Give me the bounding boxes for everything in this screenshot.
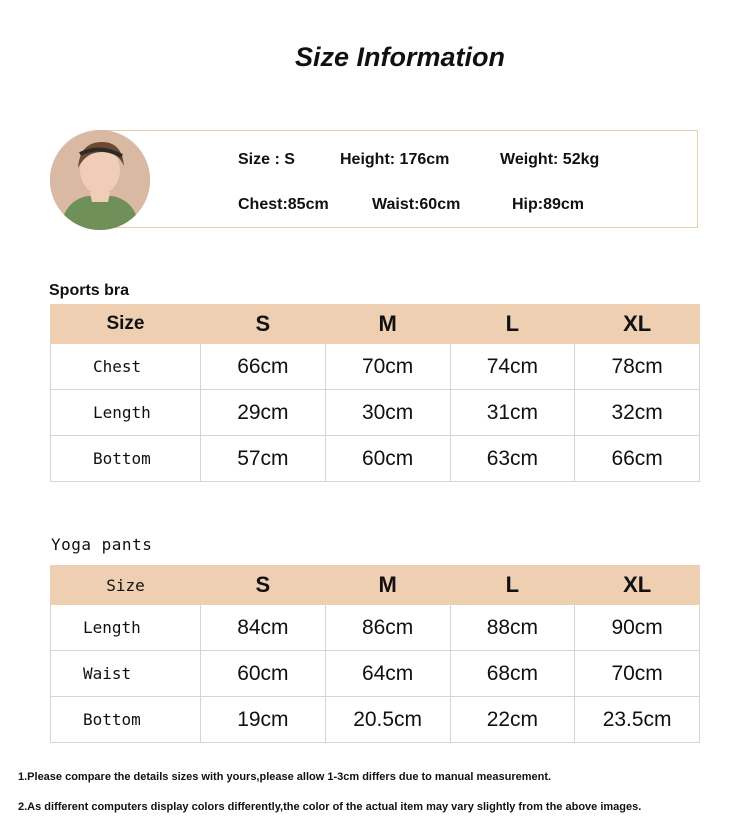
table-cell: 22cm	[450, 697, 575, 743]
row-label: Bottom	[51, 697, 201, 743]
note-measurement: 1.Please compare the details sizes with yours,please allow 1-3cm differs due to manual measurement.	[18, 771, 552, 783]
table-cell: 20.5cm	[325, 697, 450, 743]
header-cell: XL	[575, 566, 700, 605]
table-cell: 86cm	[325, 605, 450, 651]
table-cell: 88cm	[450, 605, 575, 651]
table-cell: 64cm	[325, 651, 450, 697]
header-cell: XL	[575, 305, 700, 344]
table-cell: 90cm	[575, 605, 700, 651]
model-photo-icon	[50, 130, 150, 230]
table-cell: 19cm	[201, 697, 326, 743]
table-cell: 70cm	[575, 651, 700, 697]
table-row	[51, 697, 700, 743]
model-waist: Waist:60cm	[372, 196, 461, 213]
table-cell: 66cm	[575, 436, 700, 482]
table-cell: 32cm	[575, 390, 700, 436]
header-cell: Size	[51, 566, 201, 605]
header-cell: S	[201, 566, 326, 605]
row-label: Waist	[51, 651, 201, 697]
header-cell: S	[201, 305, 326, 344]
header-cell: Size	[51, 305, 201, 344]
table-header-row	[51, 566, 700, 605]
model-size: Size : S	[238, 151, 295, 168]
table-cell: 23.5cm	[575, 697, 700, 743]
sports-bra-title: Sports bra	[49, 282, 130, 299]
table-cell: 60cm	[325, 436, 450, 482]
table-row	[51, 605, 700, 651]
row-label: Chest	[51, 344, 201, 390]
table-row	[51, 344, 700, 390]
sports-bra-table	[50, 304, 700, 482]
header-cell: M	[325, 566, 450, 605]
table-cell: 63cm	[450, 436, 575, 482]
table-cell: 78cm	[575, 344, 700, 390]
row-label: Bottom	[51, 436, 201, 482]
header-cell: M	[325, 305, 450, 344]
table-cell: 84cm	[201, 605, 326, 651]
table-header-row	[51, 305, 700, 344]
yoga-pants-title: Yoga pants	[51, 535, 153, 554]
table-cell: 74cm	[450, 344, 575, 390]
header-cell: L	[450, 305, 575, 344]
model-avatar	[50, 130, 150, 230]
yoga-pants-table	[50, 565, 700, 743]
page-title: Size Information	[294, 42, 505, 72]
table-cell: 70cm	[325, 344, 450, 390]
note-colors: 2.As different computers display colors differently,the color of the actual item may vary slightly from the above images.	[18, 801, 642, 813]
row-label: Length	[51, 605, 201, 651]
model-height: Height: 176cm	[340, 151, 450, 168]
table-cell: 68cm	[450, 651, 575, 697]
model-chest: Chest:85cm	[238, 196, 329, 213]
table-cell: 30cm	[325, 390, 450, 436]
row-label: Length	[51, 390, 201, 436]
table-cell: 60cm	[201, 651, 326, 697]
table-row	[51, 390, 700, 436]
model-weight: Weight: 52kg	[500, 151, 600, 168]
table-cell: 66cm	[201, 344, 326, 390]
table-cell: 29cm	[201, 390, 326, 436]
model-hip: Hip:89cm	[512, 196, 585, 213]
table-row	[51, 651, 700, 697]
header-cell: L	[450, 566, 575, 605]
table-cell: 57cm	[201, 436, 326, 482]
table-row	[51, 436, 700, 482]
table-cell: 31cm	[450, 390, 575, 436]
